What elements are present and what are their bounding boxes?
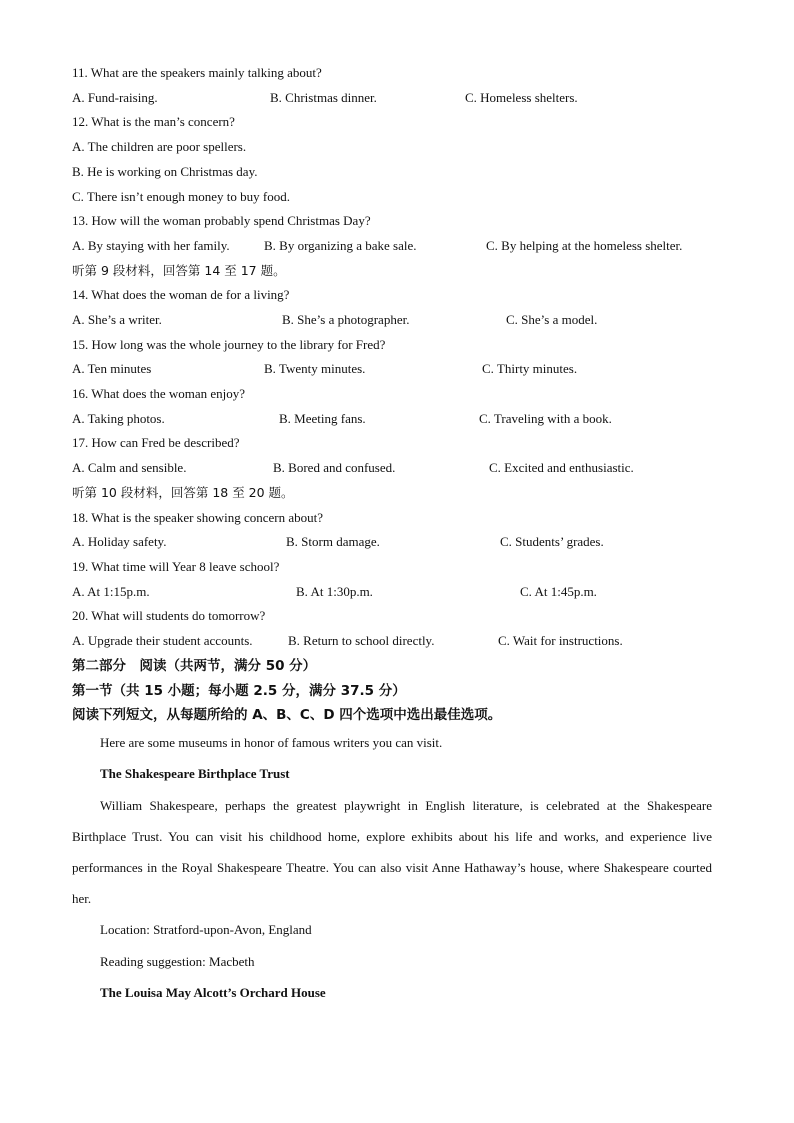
q19-option-a: A. At 1:15p.m. — [72, 584, 150, 599]
part-2-directions: 阅读下列短文，从每题所给的 A、B、C、D 四个选项中选出最佳选项。 — [72, 707, 502, 723]
question-18: 18. What is the speaker showing concern about? — [72, 510, 324, 525]
passage-heading-alcott: The Louisa May Alcott’s Orchard House — [100, 985, 326, 1000]
q20-option-b: B. Return to school directly. — [288, 633, 435, 648]
q12-option-b: B. He is working on Christmas day. — [72, 164, 258, 179]
q11-option-c: C. Homeless shelters. — [465, 90, 578, 105]
q16-option-a: A. Taking photos. — [72, 411, 165, 426]
question-19: 19. What time will Year 8 leave school? — [72, 559, 280, 574]
q14-option-b: B. She’s a photographer. — [282, 312, 410, 327]
q20-option-a: A. Upgrade their student accounts. — [72, 633, 253, 648]
passage-location-shakespeare: Location: Stratford-upon-Avon, England — [100, 922, 312, 937]
q16-option-c: C. Traveling with a book. — [479, 411, 612, 426]
q14-option-c: C. She’s a model. — [506, 312, 598, 327]
q11-option-b: B. Christmas dinner. — [270, 90, 377, 105]
question-12: 12. What is the man’s concern? — [72, 114, 235, 129]
question-13: 13. How will the woman probably spend Christmas Day? — [72, 213, 371, 228]
q17-option-c: C. Excited and enthusiastic. — [489, 460, 634, 475]
q13-option-c: C. By helping at the homeless shelter. — [486, 238, 683, 253]
q12-option-c: C. There isn’t enough money to buy food. — [72, 189, 290, 204]
question-16: 16. What does the woman enjoy? — [72, 386, 246, 401]
q12-option-a: A. The children are poor spellers. — [72, 139, 247, 154]
question-20: 20. What will students do tomorrow? — [72, 608, 266, 623]
q15-option-c: C. Thirty minutes. — [482, 361, 578, 376]
part-2-section-1-title: 第一节（共 15 小题；每小题 2.5 分，满分 37.5 分） — [72, 683, 406, 699]
q18-option-a: A. Holiday safety. — [72, 534, 167, 549]
q16-option-b: B. Meeting fans. — [279, 411, 366, 426]
question-15: 15. How long was the whole journey to the library for Fred? — [72, 337, 386, 352]
q13-option-b: B. By organizing a bake sale. — [264, 238, 417, 253]
q11-option-a: A. Fund-raising. — [72, 90, 158, 105]
q17-option-b: B. Bored and confused. — [273, 460, 396, 475]
passage-reading-suggestion: Reading suggestion: Macbeth — [100, 954, 255, 969]
part-2-title: 第二部分 阅读（共两节，满分 50 分） — [72, 658, 317, 674]
q18-option-c: C. Students’ grades. — [500, 534, 604, 549]
q19-option-b: B. At 1:30p.m. — [296, 584, 373, 599]
question-14: 14. What does the woman de for a living? — [72, 287, 290, 302]
q13-option-a: A. By staying with her family. — [72, 238, 230, 253]
question-17: 17. How can Fred be described? — [72, 435, 240, 450]
passage-body-shakespeare: William Shakespeare, perhaps the greatest playwright in English literature, is celebrated at the Shakespeare Birthplace Trust. You can visit his childhood home, explore exhibits about his life and works, and experience live performances in the Royal Shakespeare Theatre. You can also visit Anne Hathaway’s house, where Shakespeare courted her. — [72, 798, 712, 906]
q15-option-a: A. Ten minutes — [72, 361, 152, 376]
q17-option-a: A. Calm and sensible. — [72, 460, 187, 475]
q14-option-a: A. She’s a writer. — [72, 312, 162, 327]
q15-option-b: B. Twenty minutes. — [264, 361, 366, 376]
passage-heading-shakespeare: The Shakespeare Birthplace Trust — [100, 766, 290, 781]
section-9-instruction: 听第 9 段材料，回答第 14 至 17 题。 — [72, 263, 286, 278]
question-11: 11. What are the speakers mainly talking about? — [72, 65, 322, 80]
section-10-instruction: 听第 10 段材料，回答第 18 至 20 题。 — [72, 485, 294, 500]
q18-option-b: B. Storm damage. — [286, 534, 380, 549]
q19-option-c: C. At 1:45p.m. — [520, 584, 597, 599]
passage-intro: Here are some museums in honor of famous writers you can visit. — [100, 735, 443, 750]
q20-option-c: C. Wait for instructions. — [498, 633, 623, 648]
